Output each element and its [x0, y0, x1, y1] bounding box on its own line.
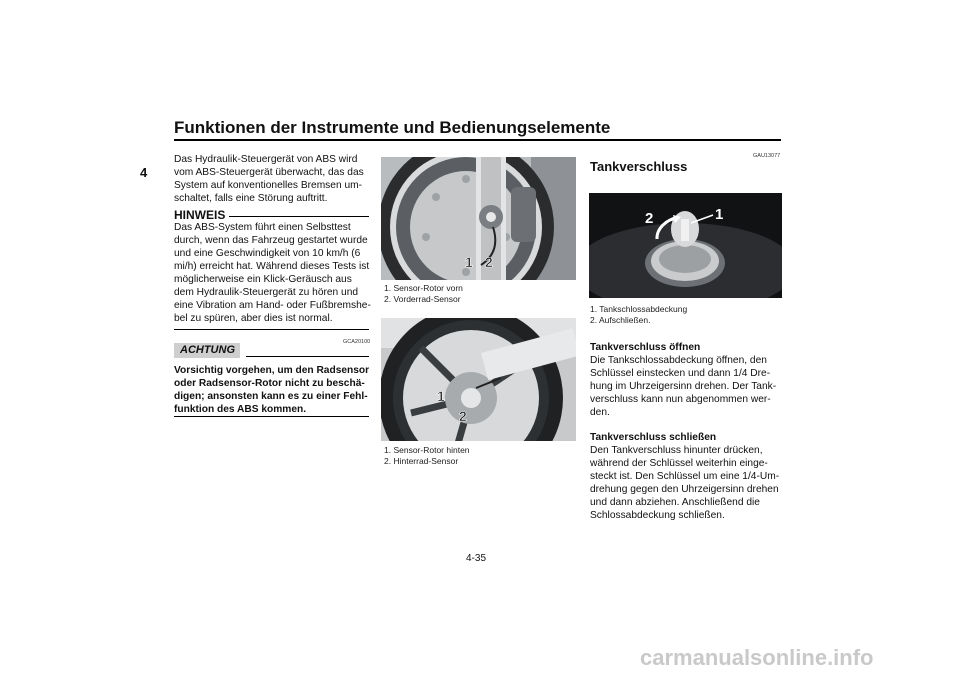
achtung-code: GCA20100: [343, 339, 371, 345]
text-line: durch, wenn das Fahrzeug gestartet wurde: [174, 235, 368, 246]
rear-wheel-sensor-photo: [381, 318, 576, 441]
hinweis-paragraph: [174, 221, 370, 325]
achtung-end-rule: [174, 416, 369, 417]
text-line: verschluss kann nun abgenommen wer-: [590, 394, 771, 405]
text-line: dem Hydraulik-Steuergerät zu hören und: [174, 287, 359, 298]
hinweis-rule: [229, 216, 369, 217]
caption-line: 2. Hinterrad-Sensor: [384, 456, 459, 466]
text-line: den.: [590, 407, 610, 418]
open-paragraph: [590, 354, 786, 419]
text-line: mi/h) erreicht hat. Während dieses Tests ist: [174, 261, 370, 272]
text-line: funktion des ABS kommen.: [174, 404, 307, 415]
text-line: digen; ansonsten kann es zu einer Fehl-: [174, 391, 368, 402]
caption-line: 2. Vorderrad-Sensor: [384, 294, 461, 304]
close-paragraph: [590, 444, 786, 522]
achtung-paragraph: [174, 364, 370, 416]
text-line: und eine Geschwindigkeit von 10 km/h (6: [174, 248, 361, 259]
text-line: Den Tankverschluss hinunter drücken,: [590, 445, 763, 456]
callout-2: 2: [459, 408, 467, 424]
page-title: Funktionen der Instrumente und Bedienungselemente: [174, 118, 611, 137]
text-line: schaltet, falls eine Störung auftritt.: [174, 193, 328, 204]
section-code: GAU13077: [753, 153, 781, 159]
achtung-label: ACHTUNG: [180, 344, 235, 356]
text-line: und dann abziehen. Anschließend die: [590, 497, 760, 508]
header-rule: [174, 139, 781, 141]
rear-photo-caption: [384, 445, 470, 467]
tank-photo-caption: [590, 304, 687, 326]
caption-line: 1. Tankschlossabdeckung: [590, 304, 688, 314]
hinweis-heading: HINWEIS: [174, 208, 226, 222]
page-number: 4-35: [466, 553, 487, 564]
achtung-rule: [246, 356, 369, 357]
callout-2: 2: [645, 210, 654, 227]
section-heading: Tankverschluss: [590, 159, 688, 174]
caption-line: 2. Aufschließen.: [590, 315, 651, 325]
callout-1: 1: [437, 388, 445, 404]
close-subheading: Tankverschluss schließen: [590, 432, 717, 443]
front-photo-caption: [384, 283, 463, 305]
text-line: Das ABS-System führt einen Selbsttest: [174, 222, 351, 233]
text-line: möglicherweise ein Klick-Geräusch aus: [174, 274, 352, 285]
text-line: Das Hydraulik-Steuergerät von ABS wird: [174, 154, 358, 165]
callout-2: 2: [485, 254, 493, 270]
callout-1: 1: [715, 206, 724, 223]
text-line: drehung gegen den Uhrzeigersinn drehen: [590, 484, 779, 495]
text-line: eine Vibration am Hand- oder Fußbremshe-: [174, 300, 371, 311]
text-line: System auf konventionelles Bremsen um-: [174, 180, 362, 191]
text-line: Schlüssel einstecken und dann 1/4 Dre-: [590, 368, 771, 379]
callout-1: 1: [465, 254, 473, 270]
text-line: hung im Uhrzeigersinn drehen. Der Tank-: [590, 381, 777, 392]
text-line: Vorsichtig vorgehen, um den Radsensor: [174, 365, 370, 376]
chapter-tab: 4: [140, 165, 148, 180]
caption-line: 1. Sensor-Rotor vorn: [384, 283, 463, 293]
text-line: bel zu spüren, aber dies ist normal.: [174, 313, 333, 324]
text-line: steckt ist. Den Schlüssel um eine 1/4-Um-: [590, 471, 780, 482]
caption-line: 1. Sensor-Rotor hinten: [384, 445, 470, 455]
watermark: carmanualsonline.info: [640, 645, 874, 670]
open-subheading: Tankverschluss öffnen: [590, 342, 701, 353]
text-line: oder Radsensor-Rotor nicht zu beschä-: [174, 378, 365, 389]
hinweis-end-rule: [174, 329, 369, 330]
text-line: vom ABS-Steuergerät überwacht, das das: [174, 167, 364, 178]
text-line: Schlossabdeckung schließen.: [590, 510, 725, 521]
fuel-tank-cap-photo: [589, 193, 782, 298]
abs-intro-paragraph: [174, 153, 370, 205]
text-line: Die Tankschlossabdeckung öffnen, den: [590, 355, 767, 366]
front-wheel-sensor-photo: [381, 157, 576, 280]
text-line: während der Schlüssel weiterhin einge-: [590, 458, 768, 469]
